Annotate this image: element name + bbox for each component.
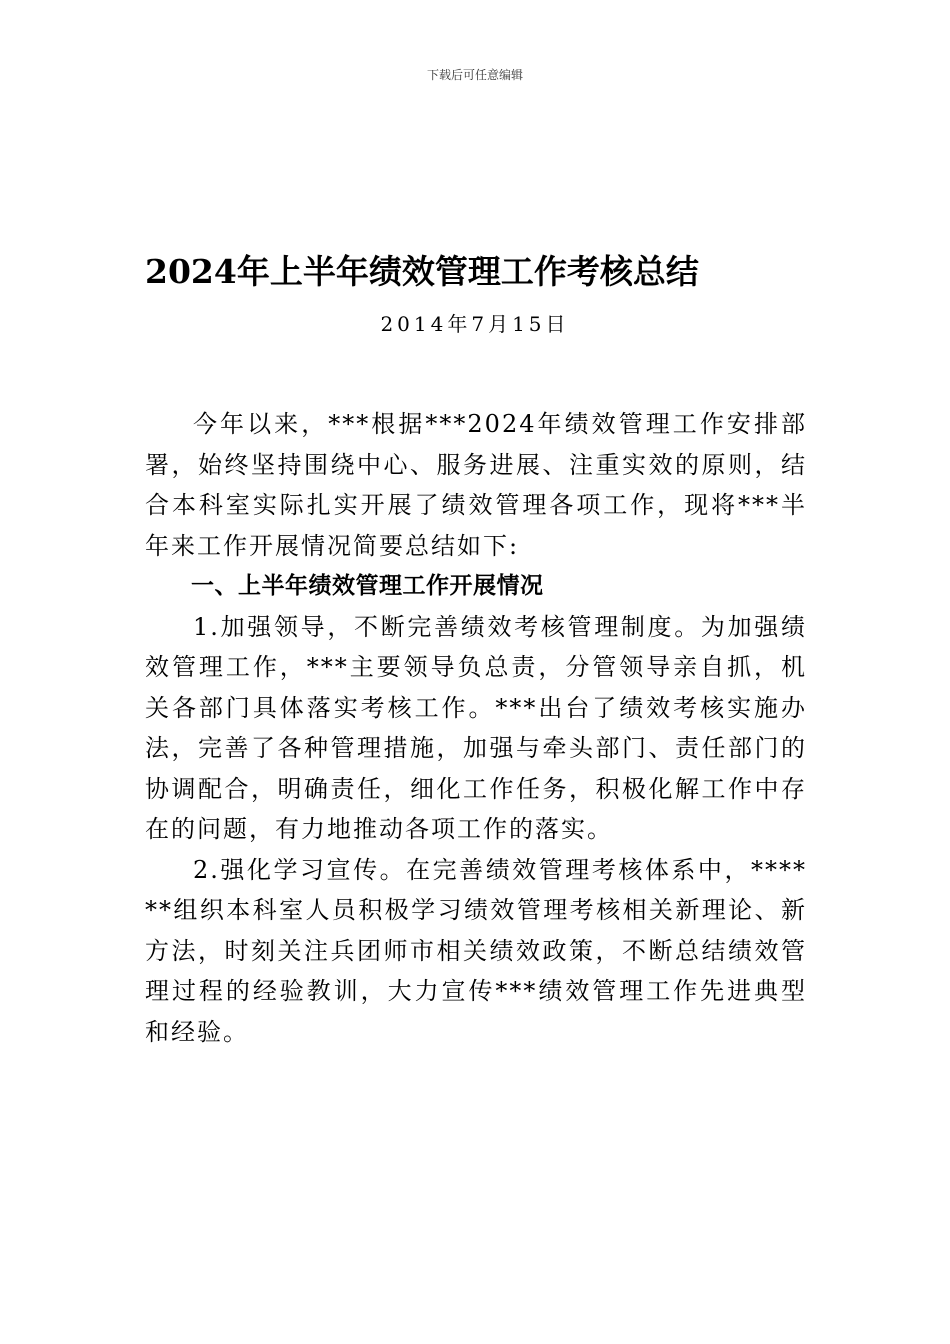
intro-paragraph: 今年以来，***根据***2024年绩效管理工作安排部署，始终坚持围绕中心、服务进展、注重实效的原则，结合本科室实际扎实开展了绩效管理各项工作，现将***半年来工作开展情况简要总结如下: xyxy=(145,410,807,560)
item-paragraph-2: 2.强化学习宣传。在完善绩效管理考核体系中，******组织本科室人员积极学习绩效管理考核相关新理论、新方法，时刻关注兵团师市相关绩效政策，不断总结绩效管理过程的经验教训，大力宣传***绩效管理工作先进典型和经验。 xyxy=(145,855,807,1046)
item-paragraph-1: 1.加强领导，不断完善绩效考核管理制度。为加强绩效管理工作，***主要领导负总责，分管领导亲自抓，机关各部门具体落实考核工作。***出台了绩效考核实施办法，完善了各种管理措施，加强与牵头部门、责任部门的协调配合，明确责任，细化工作任务，积极化解工作中存在的问题，有力地推动各项工作的落实。 xyxy=(145,612,807,843)
header-note: 下载后可任意编辑 xyxy=(426,68,523,82)
document-date: 2014年7月15日 xyxy=(380,312,570,336)
section-heading: 一、上半年绩效管理工作开展情况 xyxy=(191,573,544,599)
document-title: 2024年上半年绩效管理工作考核总结 xyxy=(145,252,699,291)
document-body xyxy=(145,404,807,1052)
